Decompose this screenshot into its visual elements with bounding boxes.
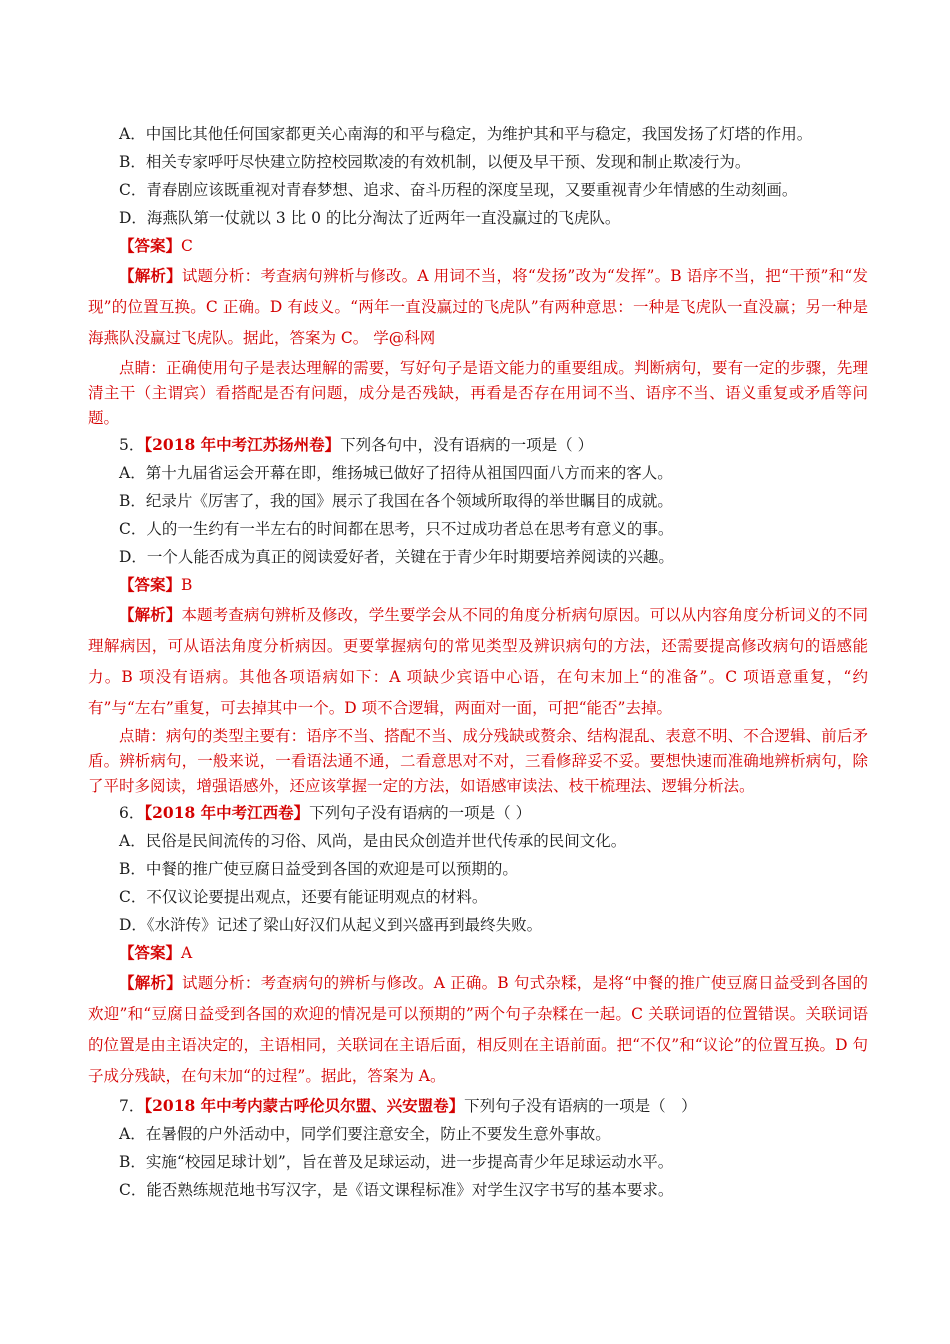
q4-answer	[88, 232, 868, 260]
q5-option-c: C．人的一生约有一半左右的时间都在思考，只不过成功者总在思考有意义的事。	[119, 520, 674, 538]
q4-analysis	[88, 260, 868, 354]
q5-stem	[88, 431, 868, 459]
answer-value: B	[181, 576, 193, 594]
q5-option-b: B．纪录片《厉害了，我的国》展示了我国在各个领域所取得的举世瞩目的成就。	[119, 492, 673, 510]
question-text: 下列句子没有语病的一项是（ ）	[464, 1097, 697, 1115]
question-source: 【2018 年中考内蒙古呼伦贝尔盟、兴安盟卷】	[144, 1096, 465, 1115]
q6-option-a: A．民俗是民间流传的习俗、风尚，是由民众创造并世代传承的民间文化。	[119, 832, 627, 850]
q6-option-c: C．不仅议论要提出观点，还要有能证明观点的材料。	[119, 888, 488, 906]
answer-value: C	[181, 237, 193, 255]
answer-tag: 【答案】	[119, 943, 182, 962]
answer-tag: 【答案】	[119, 575, 182, 594]
q6-answer	[88, 939, 868, 967]
q5-answer	[88, 571, 868, 599]
analysis-tag: 【解析】	[119, 266, 182, 285]
answer-value: A	[181, 944, 193, 962]
q4-option-c: C．青春剧应该既重视对青春梦想、追求、奋斗历程的深度呈现，又要重视青少年情感的生动刻画。	[119, 181, 798, 199]
question-source: 【2018 年中考江苏扬州卷】	[144, 435, 341, 454]
q5-option-a: A．第十九届省运会开幕在即，维扬城已做好了招待从祖国四面八方而来的客人。	[119, 464, 673, 482]
question-text: 下列句子没有语病的一项是（ ）	[309, 804, 532, 822]
analysis-tag: 【解析】	[119, 605, 182, 624]
q5-analysis	[88, 599, 868, 724]
question-source: 【2018 年中考江西卷】	[144, 803, 310, 822]
document-page	[88, 120, 868, 1204]
q4-option-d: D．海燕队第一仗就以 3 比 0 的比分淘汰了近两年一直没赢过的飞虎队。	[119, 209, 621, 227]
analysis-text: 试题分析：考查病句辨析与修改。A 用词不当，将“发扬”改为“发挥”。B 语序不当，把“干预”和“发现”的位置互换。C 正确。D 有歧义。“两年一直没赢过的飞虎队”有两种意思：一种是飞虎队一直没赢；另一种是海燕队没赢过飞虎队。据此，答案为 C。 学@科网	[88, 267, 868, 347]
question-text: 下列各句中，没有语病的一项是（ ）	[340, 436, 594, 454]
q5-tip: 点睛：病句的类型主要有：语序不当、搭配不当、成分残缺或赘余、结构混乱、表意不明、不合逻辑、前后矛盾。辨析病句，一般来说，一看语法通不通，二看意思对不对，三看修辞妥不妥。要想快速而准确地辨析病句，除了平时多阅读，增强语感外，还应该掌握一定的方法，如语感审读法、枝干梳理法、逻辑分析法。	[88, 727, 868, 795]
question-number: 7．	[119, 1097, 145, 1115]
q7-option-a: A．在暑假的户外活动中，同学们要注意安全，防止不要发生意外事故。	[119, 1125, 611, 1143]
analysis-text: 本题考查病句辨析及修改，学生要学会从不同的角度分析病句原因。可以从内容角度分析词义的不同理解病因，可从语法角度分析病因。更要掌握病句的常见类型及辨识病句的方法，还需要提高修改病句的语感能力。B 项没有语病。其他各项语病如下：A 项缺少宾语中心语，在句末加上“的准备”。C 项语意重复，“约有”与“左右”重复，可去掉其中一个。D 项不合逻辑，两面对一面，可把“能否”去掉。	[88, 606, 869, 717]
q6-option-d: D．《水浒传》记述了梁山好汉们从起义到兴盛再到最终失败。	[119, 916, 543, 934]
q4-option-a: A．中国比其他任何国家都更关心南海的和平与稳定，为维护其和平与稳定，我国发扬了灯塔的作用。	[119, 125, 813, 143]
q4-tip: 点睛：正确使用句子是表达理解的需要，写好句子是语文能力的重要组成。判断病句，要有一定的步骤，先理清主干（主谓宾）看搭配是否有问题，成分是否残缺，再看是否存在用词不当、语序不当、语义重复或矛盾等问题。	[88, 359, 868, 427]
q4-option-b: B．相关专家呼吁尽快建立防控校园欺凌的有效机制，以便及早干预、发现和制止欺凌行为。	[119, 153, 751, 171]
q6-stem	[88, 799, 868, 827]
question-number: 5．	[119, 436, 145, 454]
analysis-tag: 【解析】	[119, 973, 182, 992]
answer-tag: 【答案】	[119, 236, 182, 255]
q5-option-d: D．一个人能否成为真正的阅读爱好者，关键在于青少年时期要培养阅读的兴趣。	[119, 548, 674, 566]
q7-option-c: C．能否熟练规范地书写汉字，是《语文课程标准》对学生汉字书写的基本要求。	[119, 1181, 674, 1199]
q7-option-b: B．实施“校园足球计划”，旨在普及足球运动，进一步提高青少年足球运动水平。	[119, 1153, 674, 1171]
question-number: 6．	[119, 804, 145, 822]
q6-option-b: B．中餐的推广使豆腐日益受到各国的欢迎是可以预期的。	[119, 860, 518, 878]
q6-analysis	[88, 967, 868, 1092]
q7-stem	[88, 1092, 868, 1120]
analysis-text: 试题分析：考查病句的辨析与修改。A 正确。B 句式杂糅，是将“中餐的推广使豆腐日益受到各国的欢迎”和“豆腐日益受到各国的欢迎的情况是可以预期的”两个句子杂糅在一起。C 关联词语的位置错误。关联词语的位置是由主语决定的，主语相同，关联词在主语后面，相反则在主语前面。把“不仅”和“议论”的位置互换。D 句子成分残缺，在句末加“的过程”。据此，答案为 A。	[88, 974, 868, 1085]
